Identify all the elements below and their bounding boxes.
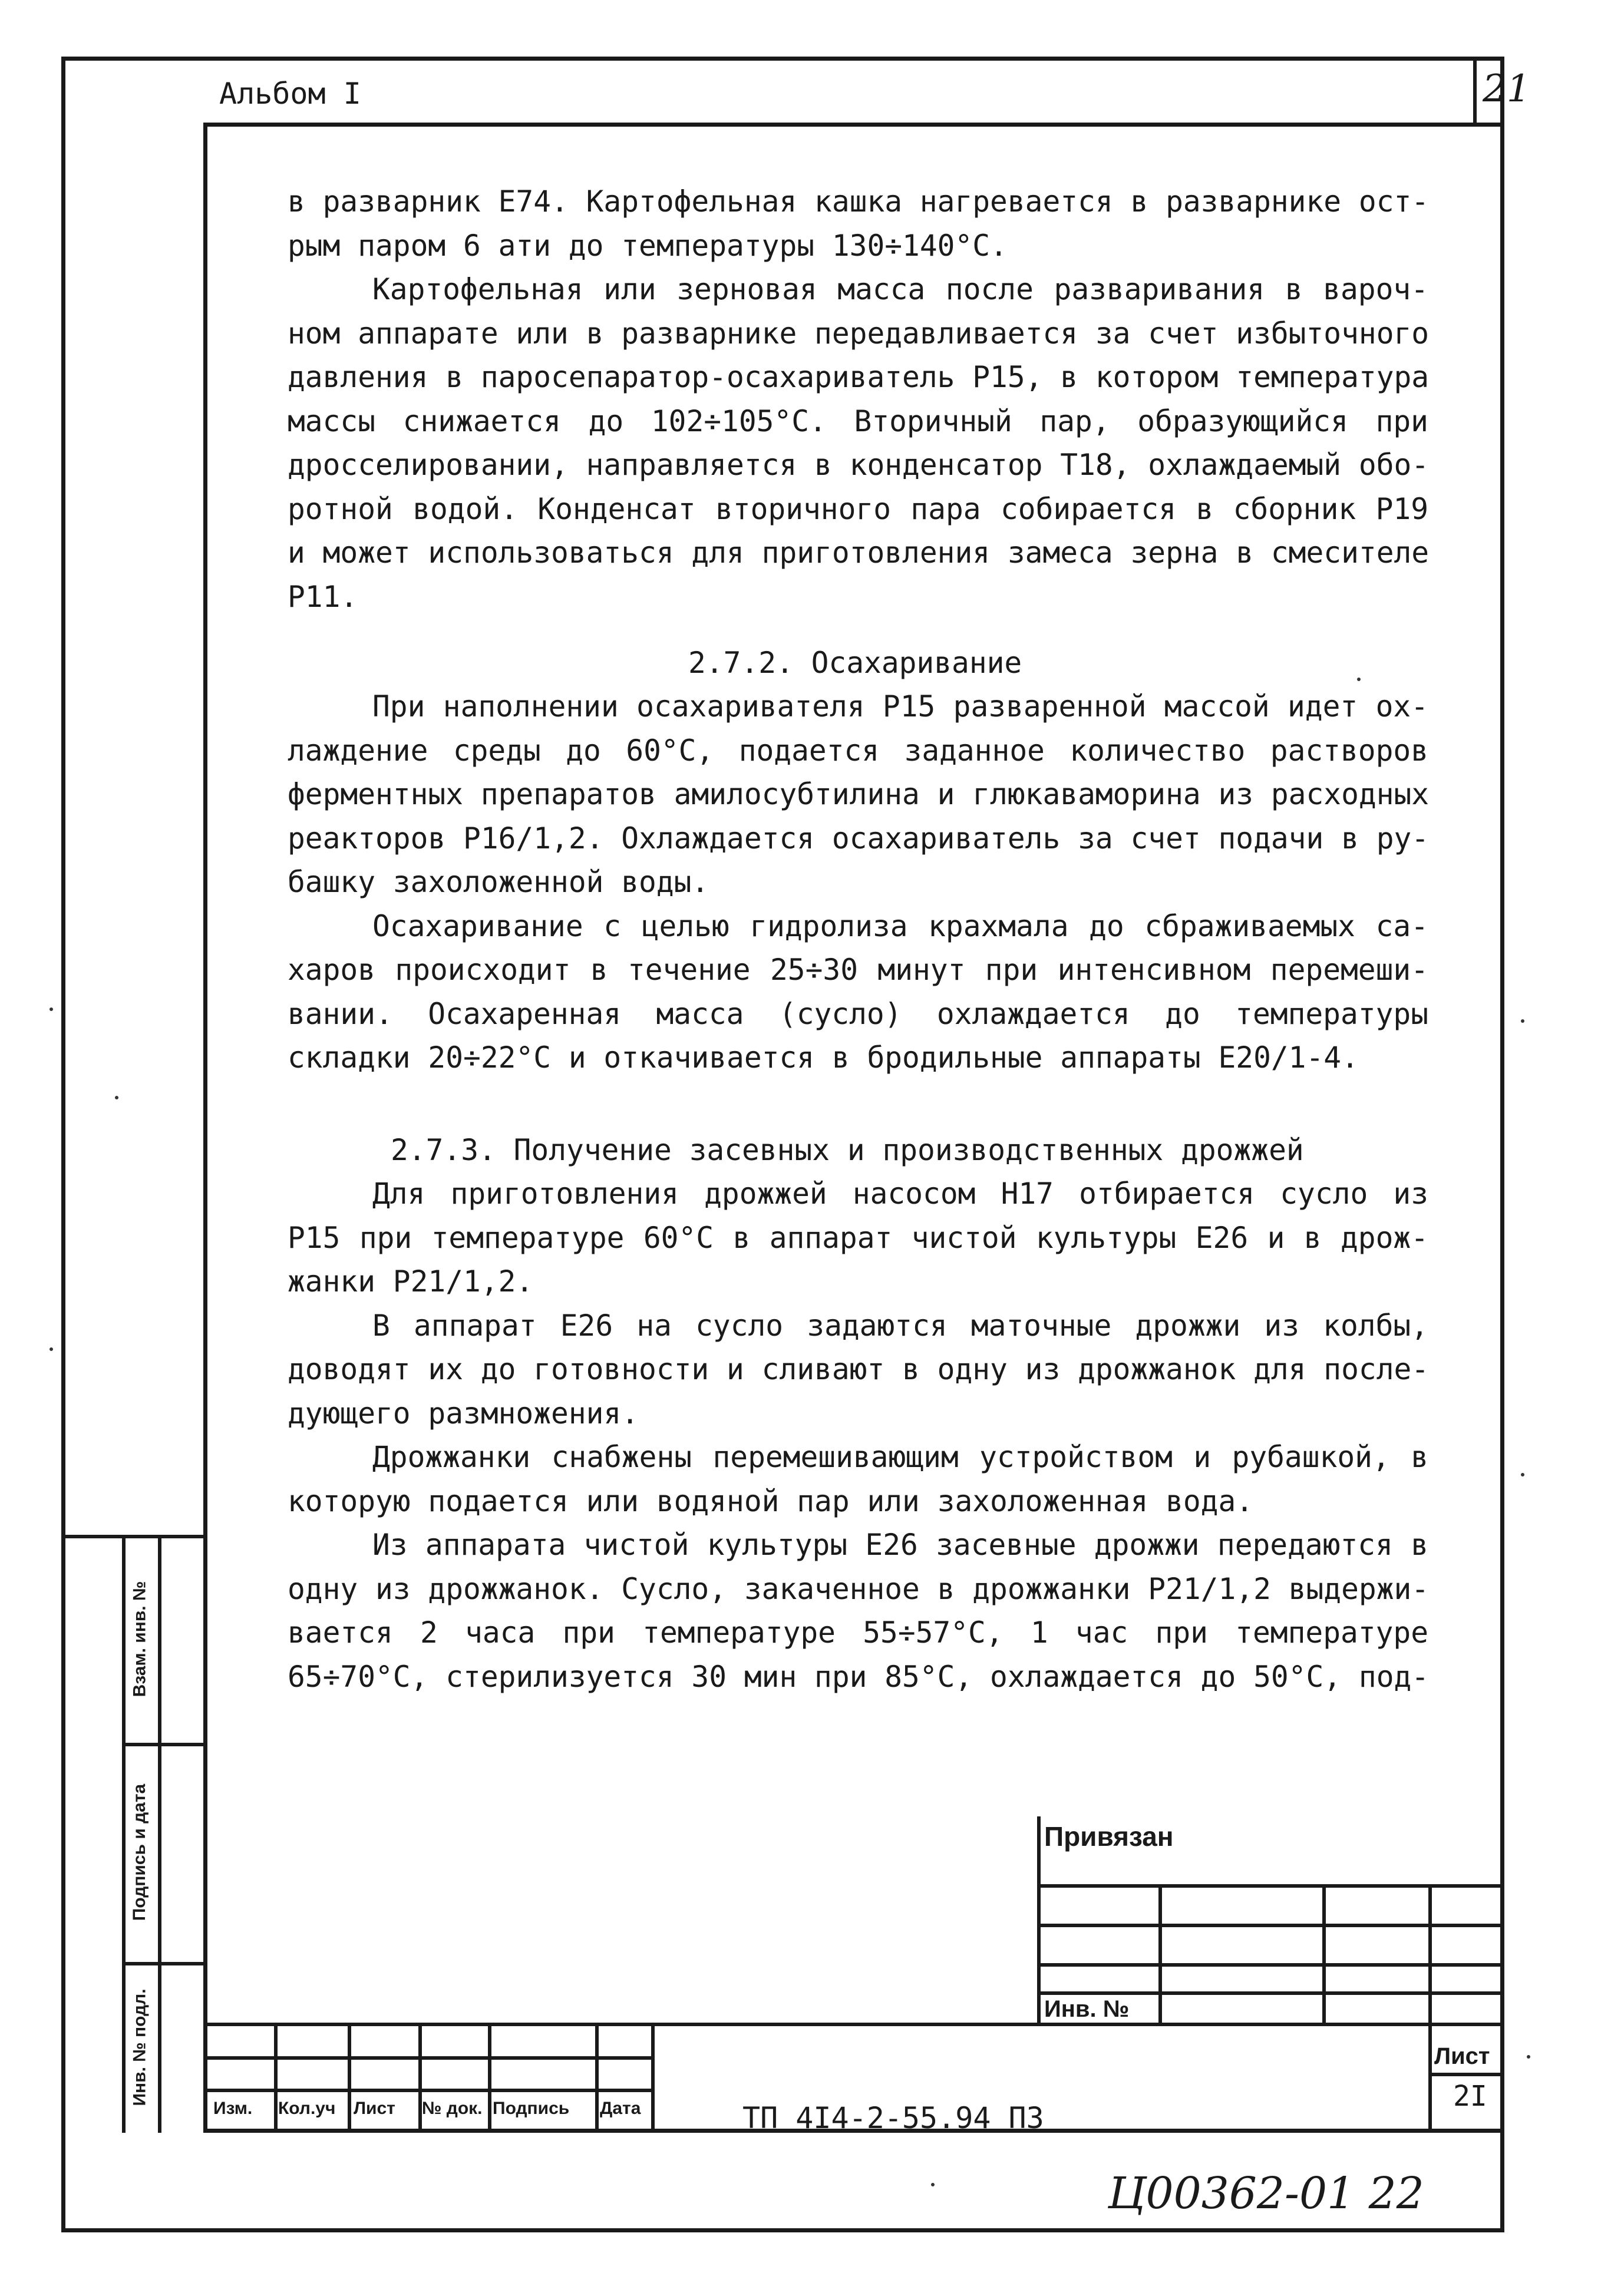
side-podpis-data: Подпись и дата: [130, 1783, 150, 1921]
section-heading: 2.7.3. Получение засевных и производственных дрожжей: [391, 1132, 1304, 1167]
sheet-number: 2I: [1453, 2080, 1487, 2113]
text-line: и может использоваться для приготовления замеса зерна в смесителе: [288, 536, 1430, 570]
section-heading: 2.7.2. Осахаривание: [688, 645, 1022, 680]
stamp-divider: [1322, 1884, 1326, 2023]
text-line: в разварник Е74. Картофельная кашка нагревается в разварнике ост-: [288, 184, 1430, 219]
title-block-col: [274, 2023, 278, 2133]
title-block-row: [203, 2089, 651, 2092]
text-line: башку захоложенной воды.: [288, 865, 709, 899]
col-ndok: № док.: [422, 2099, 483, 2118]
text-line: вании. Осахаренная масса (сусло) охлаждается до температуры: [288, 996, 1428, 1031]
side-inv-podl: Инв. № подл.: [130, 1988, 150, 2106]
text-line: Р11.: [288, 579, 358, 614]
side-vzam-inv: Взам. инв. №: [130, 1581, 150, 1697]
text-line: Для приготовления дрожжей насосом Н17 отбирается сусло из: [372, 1177, 1428, 1211]
document-code: ТП 4I4-2-55.94 ПЗ: [742, 2101, 1044, 2135]
stamp-line: [1037, 1963, 1504, 1967]
text-line: одну из дрожжанок. Сусло, закаченное в дрожжанки Р21/1,2 выдержи-: [288, 1571, 1430, 1606]
title-block-col: [488, 2023, 491, 2133]
privyazan-label: Привязан: [1044, 1821, 1174, 1852]
stamp-divider: [1158, 1884, 1162, 2023]
scan-speck: [1527, 2055, 1530, 2059]
text-line: массы снижается до 102÷105°С. Вторичный пар, образующийся при: [288, 404, 1428, 438]
text-line: Дрожжанки снабжены перемешивающим устройством и рубашкой, в: [372, 1440, 1428, 1474]
scan-speck: [49, 1347, 53, 1351]
text-line: жанки Р21/1,2.: [288, 1264, 534, 1299]
col-izm: Изм.: [213, 2099, 253, 2118]
text-line: рым паром 6 ати до температуры 130÷140°С.: [288, 228, 1008, 263]
text-line: В аппарат Е26 на сусло задаются маточные дрожжи из колбы,: [372, 1308, 1428, 1343]
scan-speck: [1521, 1473, 1524, 1476]
text-line: которую подается или водяной пар или захоложенная вода.: [288, 1484, 1254, 1518]
sheet-label: Лист: [1434, 2043, 1490, 2069]
title-block-col: [651, 2023, 655, 2133]
text-line: Из аппарата чистой культуры Е26 засевные дрожжи передаются в: [372, 1528, 1428, 1562]
album-label: Альбом I: [219, 77, 361, 111]
text-line: харов происходит в течение 25÷30 минут при интенсивном перемеши-: [288, 953, 1428, 987]
col-podpis: Подпись: [493, 2099, 570, 2118]
scan-speck: [115, 1096, 118, 1099]
text-line: складки 20÷22°С и откачивается в бродильные аппараты Е20/1-4.: [288, 1040, 1359, 1075]
text-line: Осахаривание с целью гидролиза крахмала до сбраживаемых са-: [372, 909, 1428, 943]
text-line: давления в паросепаратор-осахариватель Р15, в котором температура: [288, 360, 1430, 394]
title-block-row: [203, 2056, 651, 2060]
side-stamp-divider: [158, 1535, 161, 2133]
text-line: вается 2 часа при температуре 55÷57°С, 1 час при температуре: [288, 1616, 1428, 1650]
scan-speck: [1357, 678, 1361, 681]
text-line: лаждение среды до 60°С, подается заданное количество растворов: [288, 733, 1428, 768]
stamp-line: [1037, 1884, 1504, 1888]
text-line: реакторов Р16/1,2. Охлаждается осахариватель за счет подачи в ру-: [288, 821, 1430, 855]
sheet-box-divider: [1428, 2023, 1432, 2133]
text-line: При наполнении осахаривателя Р15 разваренной массой идет ох-: [372, 689, 1428, 724]
text-line: дросселировании, направляется в конденсатор Т18, охлаждаемый обо-: [288, 448, 1430, 482]
handwritten-footer: Ц00362-01 22: [1108, 2168, 1424, 2219]
stamp-line: [1037, 1991, 1504, 1995]
stamp-line: [1037, 1924, 1504, 1927]
document-body: [288, 180, 1428, 1699]
text-line: ротной водой. Конденсат вторичного пара собирается в сборник Р19: [288, 491, 1428, 526]
col-data: Дата: [600, 2099, 641, 2118]
title-block-top: [203, 2023, 1504, 2026]
scan-speck: [931, 2183, 935, 2186]
stamp-divider: [1428, 1884, 1432, 2023]
corner-sheet-number: 21: [1483, 67, 1531, 111]
text-line: Р15 при температуре 60°С в аппарат чистой культуры Е26 и в дрож-: [288, 1220, 1428, 1255]
text-line: ферментных препаратов амилосубтилина и глюкаваморина из расходных: [288, 777, 1430, 811]
text-line: ном аппарате или в разварнике передавливается за счет избыточного: [288, 316, 1430, 351]
text-line: дующего размножения.: [288, 1396, 639, 1431]
scan-speck: [1521, 1019, 1524, 1023]
inv-number-label: Инв. №: [1044, 1996, 1130, 2022]
text-line: Картофельная или зерновая масса после разваривания в вароч-: [372, 272, 1428, 306]
scan-speck: [49, 1007, 53, 1011]
title-block-col: [595, 2023, 599, 2133]
text-line: 65÷70°С, стерилизуется 30 мин при 85°С, охлаждается до 50°С, под-: [288, 1659, 1430, 1694]
sheet-box-line: [1428, 2073, 1504, 2076]
col-list: Лист: [354, 2099, 395, 2118]
text-line: доводят их до готовности и сливают в одну из дрожжанок для после-: [288, 1352, 1430, 1386]
title-block-col: [348, 2023, 351, 2133]
col-kol-uch: Кол.уч: [278, 2099, 336, 2118]
